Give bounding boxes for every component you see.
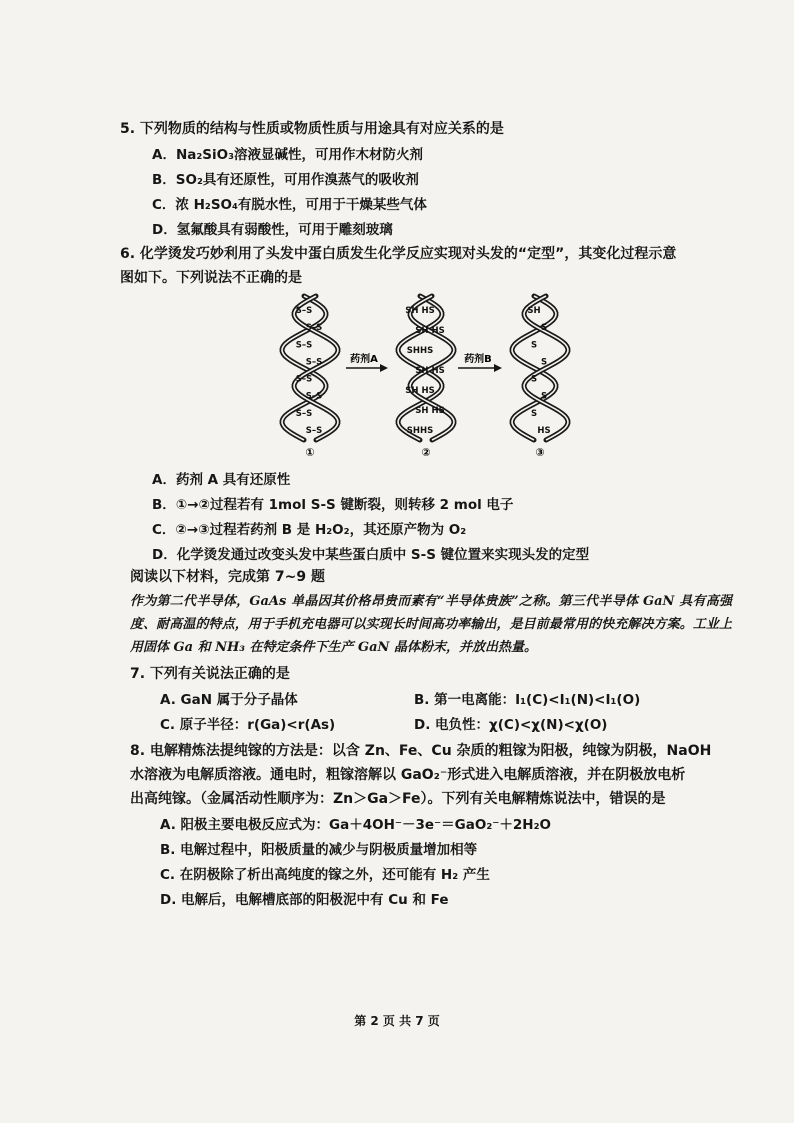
stage3-bond-label: HS	[537, 426, 551, 436]
stage3-bond-label: S	[540, 323, 548, 334]
helix-group	[282, 296, 568, 440]
stage3-bond-label: SH	[527, 306, 541, 316]
stage3-bond-label: S	[530, 408, 538, 419]
stage1-bond-label: S–S	[295, 408, 313, 419]
stage3-bond-label: S	[530, 340, 538, 351]
q8-option-a: A. 阳极主要电极反应式为：Ga＋4OH⁻－3e⁻＝GaO₂⁻＋2H₂O	[160, 817, 551, 833]
q7-option-a: A. GaN 属于分子晶体	[160, 692, 298, 708]
stage1-bond-label: S–S	[305, 357, 323, 368]
q6-option-c: C．②→③过程若药剂 B 是 H₂O₂，其还原产物为 O₂	[152, 522, 467, 538]
stage2-bond-label: SH HS	[415, 366, 445, 376]
stage3-bond-label: S	[540, 391, 548, 402]
page-footer: 第 2 页 共 7 页	[354, 1014, 440, 1028]
q8-option-d: D. 电解后，电解槽底部的阳极泥中有 Cu 和 Fe	[160, 892, 449, 908]
stage2-bond-label: SH HS	[415, 406, 445, 416]
q7-option-c: C. 原子半径：r(Ga)<r(As)	[160, 717, 336, 733]
agent-a-label: 药剂A	[350, 354, 378, 365]
q6-stem-line1: 6. 化学烫发巧妙利用了头发中蛋白质发生化学反应实现对头发的“定型”，其变化过程示意	[120, 246, 677, 262]
q6-option-d: D．化学烫发通过改变头发中某些蛋白质中 S-S 键位置来实现头发的定型	[152, 547, 590, 563]
reading-intro: 阅读以下材料，完成第 7~9 题	[130, 569, 325, 585]
stage2-bond-label: SH HS	[405, 306, 435, 316]
arrow-a	[346, 352, 388, 372]
stage2-bond-label: SHHS	[406, 346, 434, 356]
hair-perm-diagram	[262, 290, 592, 462]
q7-stem: 7. 下列有关说法正确的是	[130, 666, 290, 682]
caption-2: ②	[421, 446, 431, 459]
q6-option-a: A．药剂 A 具有还原性	[152, 472, 291, 488]
caption-1: ①	[305, 446, 315, 459]
stage1-bond-label: S–S	[305, 323, 323, 334]
q6-stem-line2: 图如下。下列说法不正确的是	[120, 270, 302, 286]
q5-option-a: A．Na₂SiO₃溶液显碱性，可用作木材防火剂	[152, 147, 424, 163]
stage1-bond-label: S–S	[305, 391, 323, 402]
stage3-bond-label: S	[530, 374, 538, 385]
stage1-bond-label: S–S	[305, 426, 323, 436]
q8-option-c: C. 在阴极除了析出高纯度的镓之外，还可能有 H₂ 产生	[160, 867, 490, 883]
q5-option-b: B．SO₂具有还原性，可用作溴蒸气的吸收剂	[152, 172, 419, 188]
stage2-bond-label: SH HS	[405, 386, 435, 396]
arrow-b	[458, 352, 502, 372]
q6-option-b: B．①→②过程若有 1mol S-S 键断裂，则转移 2 mol 电子	[152, 497, 514, 513]
q5-option-d: D．氢氟酸具有弱酸性，可用于雕刻玻璃	[152, 222, 393, 238]
q5-option-c: C．浓 H₂SO₄有脱水性，可用于干燥某些气体	[152, 197, 427, 213]
q7-option-b: B. 第一电离能：I₁(C)<I₁(N)<I₁(O)	[414, 692, 641, 708]
stage2-bond-label: SH HS	[415, 326, 445, 336]
q7-option-d: D. 电负性：χ(C)<χ(N)<χ(O)	[414, 717, 608, 733]
q8-stem-line2: 水溶液为电解质溶液。通电时，粗镓溶解以 GaO₂⁻形式进入电解质溶液，并在阴极放电析	[130, 767, 686, 783]
caption-3: ③	[535, 446, 545, 459]
reading-passage: 作为第二代半导体，GaAs 单晶因其价格昂贵而素有“半导体贵族”之称。第三代半导体 GaN 具有高强度、耐高温的特点，用于手机充电器可以实现长时间高功率输出，是目前最常用的快充解决方案。工业上用固体 Ga 和 NH₃ 在特定条件下生产 GaN 晶体粉末，并放出热量。	[130, 594, 732, 655]
stage2-bond-label: SHHS	[406, 426, 434, 436]
q8-stem-line1: 8. 电解精炼法提纯镓的方法是：以含 Zn、Fe、Cu 杂质的粗镓为阳极，纯镓为阴极，NaOH	[130, 743, 712, 759]
q8-option-b: B. 电解过程中，阳极质量的减少与阴极质量增加相等	[160, 842, 478, 858]
agent-b-label: 药剂B	[464, 354, 492, 365]
stage3-bond-label: S	[540, 357, 548, 368]
stage1-bond-label: S–S	[295, 306, 313, 316]
q8-stem-line3: 出高纯镓。（金属活动性顺序为：Zn＞Ga＞Fe）。下列有关电解精炼说法中，错误的是	[130, 791, 666, 807]
stage1-bond-label: S–S	[295, 374, 313, 385]
q5-stem: 5. 下列物质的结构与性质或物质性质与用途具有对应关系的是	[120, 121, 504, 137]
stage1-bond-label: S–S	[295, 340, 313, 351]
